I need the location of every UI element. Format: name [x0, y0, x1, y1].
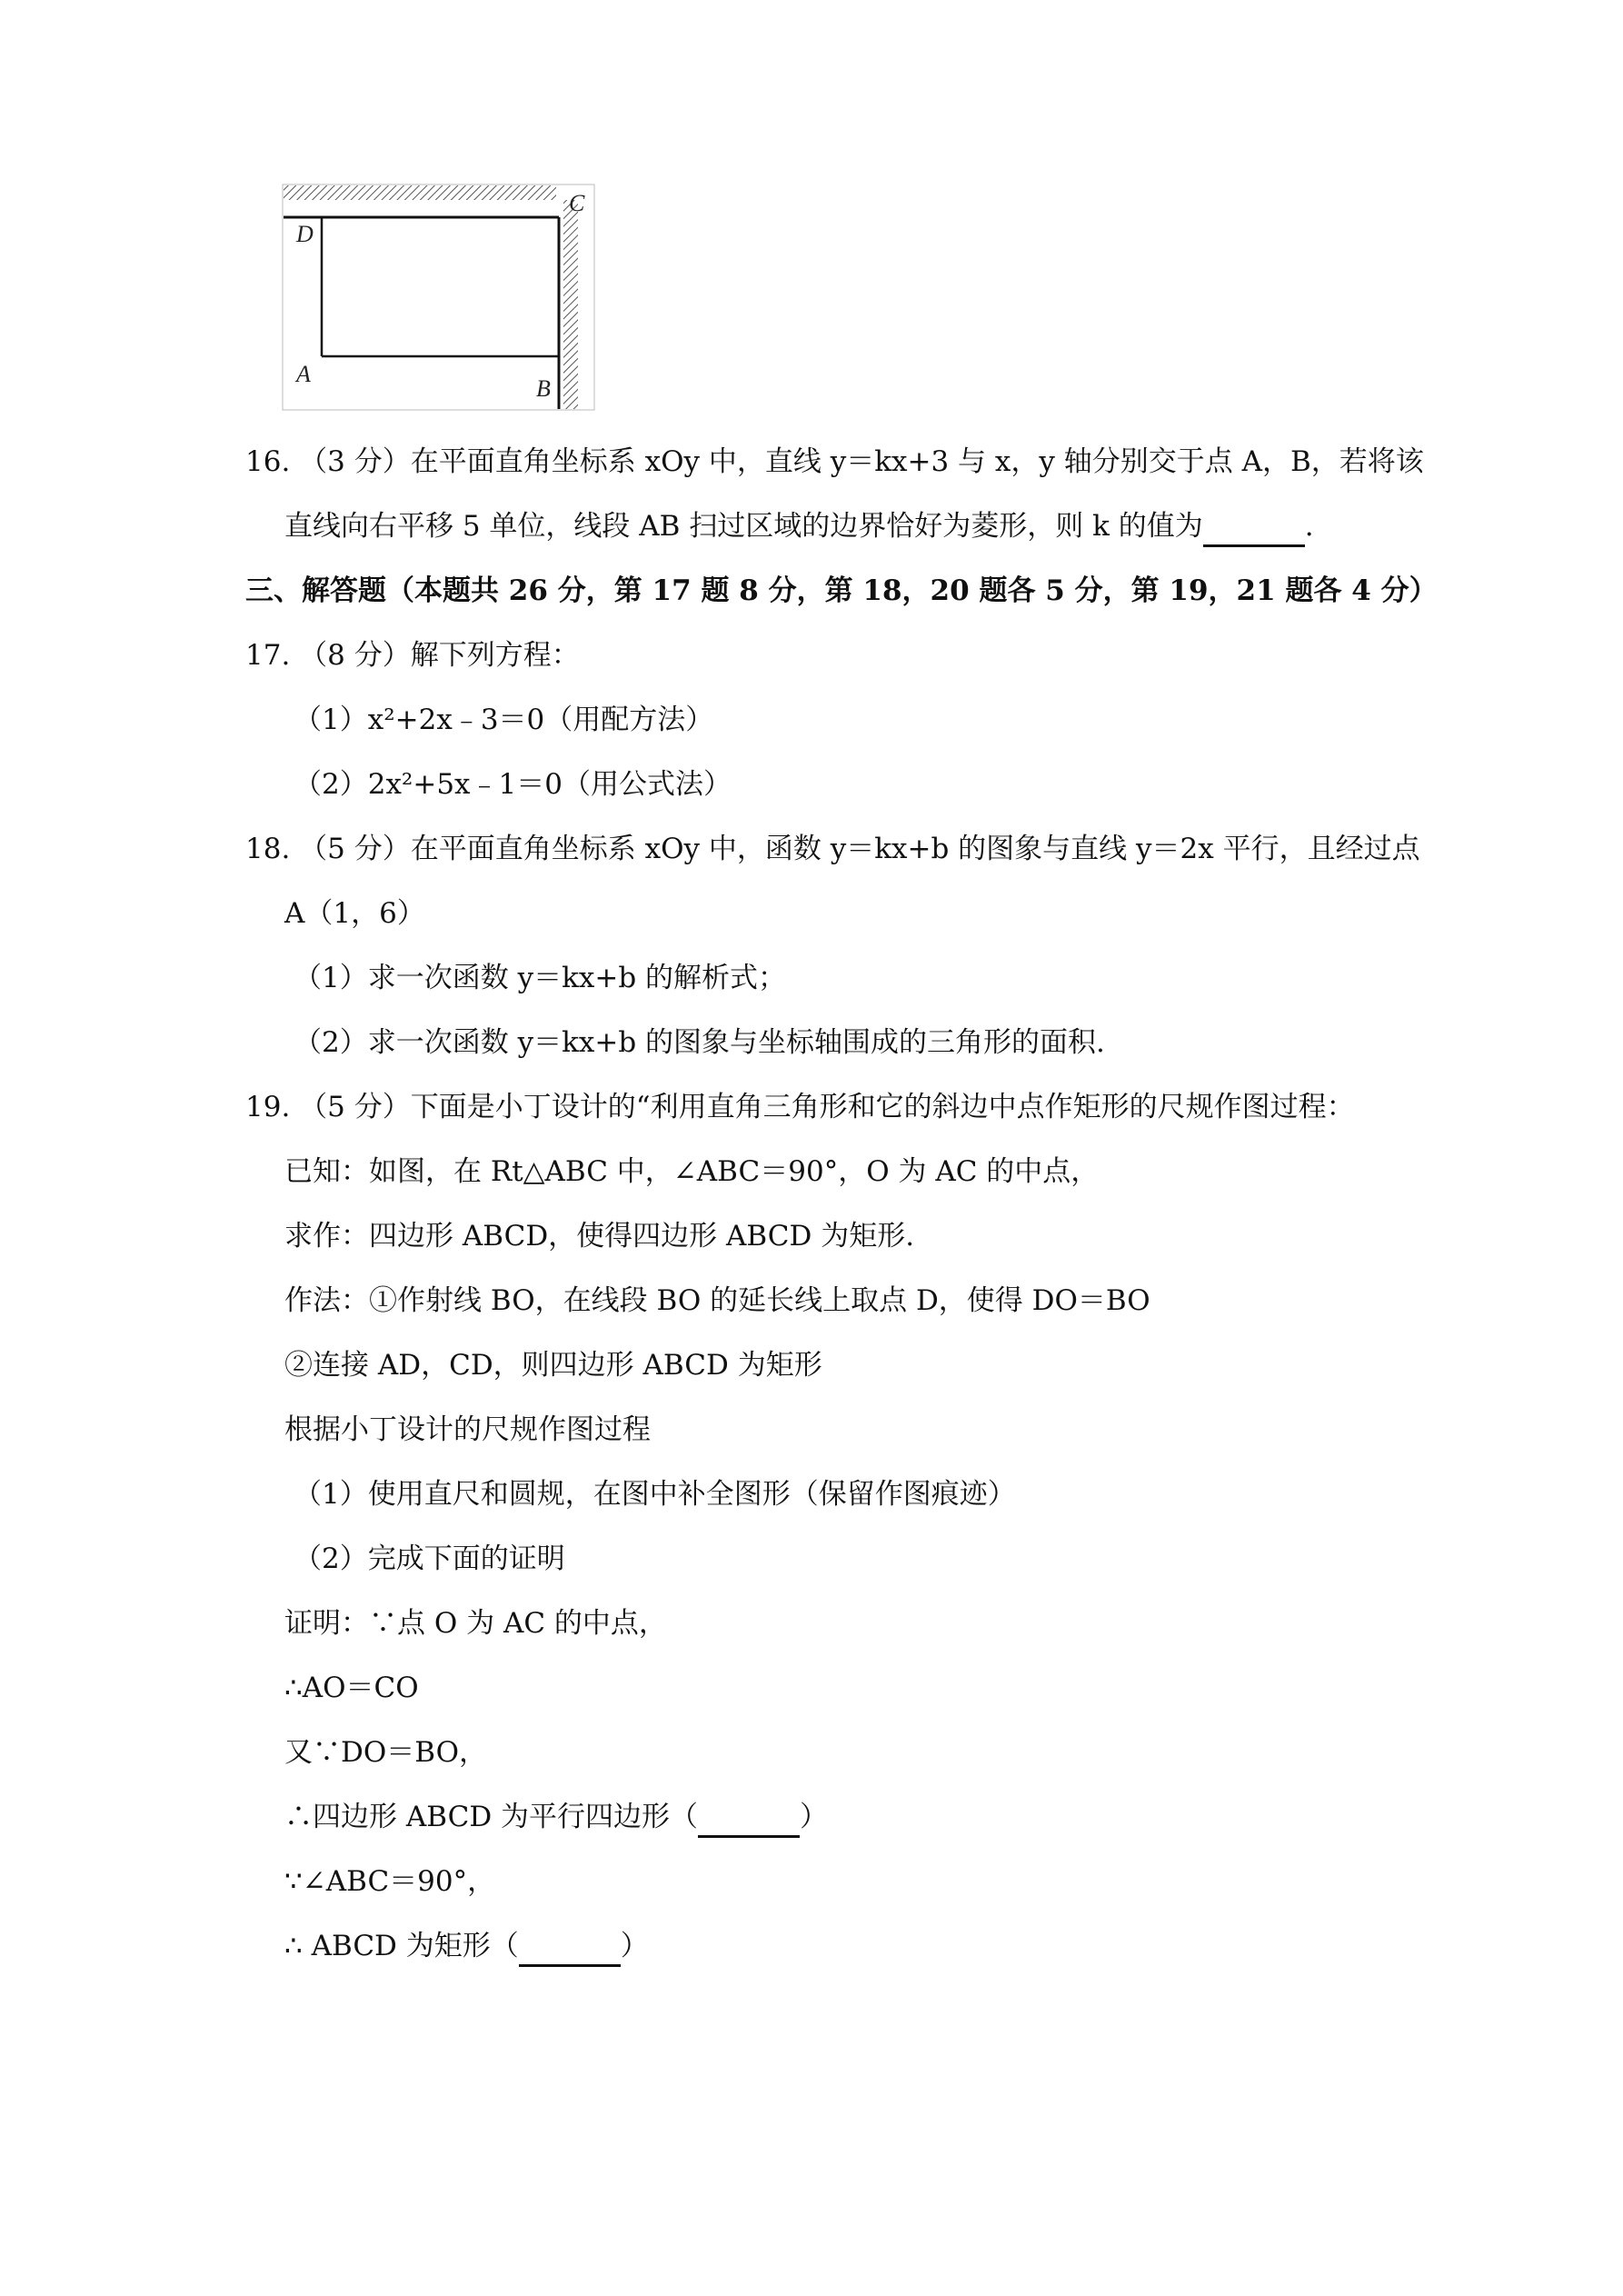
q19-proof1: 证明：∵点 O 为 AC 的中点，	[284, 1607, 667, 1640]
q19-known: 已知：如图，在 Rt△ABC 中，∠ABC＝90°，O 为 AC 的中点，	[284, 1155, 1100, 1188]
q19-proof6-text: ∴ ABCD 为矩形（	[284, 1930, 519, 1962]
q19-proof6	[284, 1928, 649, 1967]
rectangle-wall-figure	[282, 184, 595, 411]
q18-item1: （1）求一次函数 y＝kx+b 的解析式；	[294, 962, 787, 994]
q17-item1: （1）x²+2x﹣3＝0（用配方法）	[294, 704, 714, 736]
q17-item2: （2）2x²+5x﹣1＝0（用公式法）	[294, 768, 732, 801]
label-a: A	[296, 361, 311, 387]
q19-proof6-close: ）	[620, 1930, 649, 1962]
top-wall-hatch	[284, 185, 556, 200]
right-wall-hatch	[563, 200, 578, 409]
label-d: D	[296, 221, 314, 247]
q18-item2: （2）求一次函数 y＝kx+b 的图象与坐标轴围成的三角形的面积.	[294, 1026, 1105, 1059]
q19-method1: 作法：①作射线 BO，在线段 BO 的延长线上取点 D，使得 DO＝BO	[284, 1284, 1150, 1317]
label-b: B	[536, 375, 551, 402]
q19-proof4-blank[interactable]	[698, 1799, 800, 1838]
q19-seek: 求作：四边形 ABCD，使得四边形 ABCD 为矩形.	[284, 1220, 915, 1253]
q19-proof6-blank[interactable]	[519, 1928, 621, 1967]
q19-proof4	[284, 1799, 828, 1838]
q19-proof3: 又∵DO＝BO，	[284, 1736, 488, 1769]
q19-proof4-close: ）	[800, 1801, 829, 1833]
q18-line2: A（1，6）	[284, 897, 425, 930]
q16-answer-blank[interactable]	[1203, 508, 1305, 547]
q19-method2: ②连接 AD，CD，则四边形 ABCD 为矩形	[284, 1349, 822, 1382]
q16-line1: 16. （3 分）在平面直角坐标系 xOy 中，直线 y＝kx+3 与 x，y 轴分别交于点 A，B，若将该	[245, 445, 1424, 478]
section3-title: 三、解答题（本题共 26 分，第 17 题 8 分，第 18，20 题各 5 分，第 19，21 题各 4 分）	[245, 574, 1438, 607]
q19-basis: 根据小丁设计的尺规作图过程	[284, 1413, 651, 1446]
q19-proof5: ∵∠ABC＝90°，	[284, 1865, 496, 1898]
q19-proof4-text: ∴四边形 ABCD 为平行四边形（	[284, 1801, 699, 1833]
label-c: C	[569, 190, 585, 216]
q17-title: 17. （8 分）解下列方程：	[245, 639, 580, 672]
q16-line2-text: 直线向右平移 5 单位，线段 AB 扫过区域的边界恰好为菱形，则 k 的值为	[284, 510, 1203, 543]
q16-line2-end: .	[1304, 510, 1314, 543]
q19-line1: 19. （5 分）下面是小丁设计的“利用直角三角形和它的斜边中点作矩形的尺规作图过程：	[245, 1091, 1355, 1123]
q16-line2	[284, 508, 1314, 547]
q18-line1: 18. （5 分）在平面直角坐标系 xOy 中，函数 y＝kx+b 的图象与直线 y＝2x 平行，且经过点	[245, 833, 1420, 865]
q19-proof2: ∴AO＝CO	[284, 1672, 419, 1704]
q19-item2: （2）完成下面的证明	[294, 1542, 565, 1575]
q19-item1: （1）使用直尺和圆规，在图中补全图形（保留作图痕迹）	[294, 1478, 1016, 1511]
